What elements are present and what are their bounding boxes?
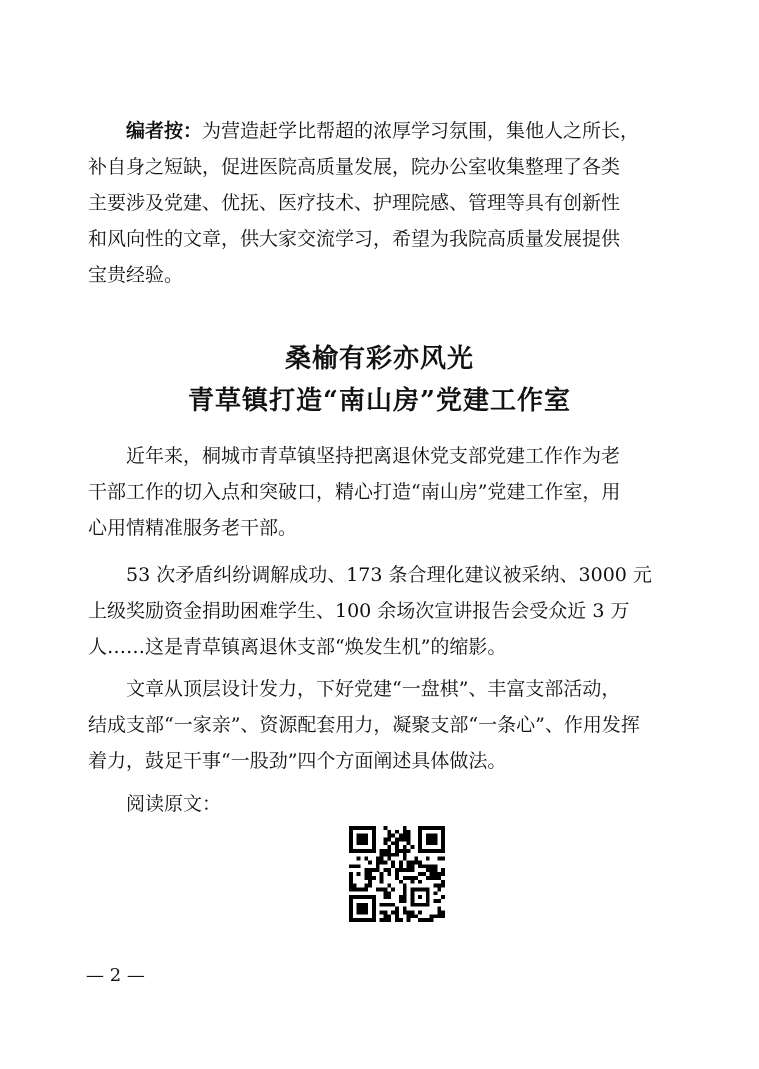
editor-note: [88, 113, 678, 293]
article-paragraph: [88, 438, 678, 546]
paragraph-line: 结成支部“一家亲”、资源配套用力，凝聚支部“一条心”、作用发挥: [88, 714, 640, 736]
paragraph-line: 文章从顶层设计发力，下好党建“一盘棋”、丰富支部活动，: [126, 678, 621, 700]
editor-note-line: 主要涉及党建、优抚、医疗技术、护理院感、管理等具有创新性: [88, 192, 621, 214]
editor-note-line: 为营造赶学比帮超的浓厚学习氛围，集他人之所长，: [202, 120, 640, 142]
editor-note-line: 宝贵经验。: [88, 264, 184, 286]
paragraph-line: 上级奖励资金捐助困难学生、100 余场次宣讲报告会受众近 3 万: [88, 600, 630, 622]
article-title-line2: 青草镇打造“南山房”党建工作室: [188, 386, 571, 416]
paragraph-line: 着力，鼓足干事“一股劲”四个方面阐述具体做法。: [88, 750, 507, 772]
paragraph-line: 近年来，桐城市青草镇坚持把离退休党支部党建工作作为老: [126, 445, 621, 467]
page-number: — 2 —: [86, 965, 145, 986]
read-original-label: 阅读原文：: [126, 793, 222, 815]
article-paragraph: [88, 557, 678, 665]
paragraph-line: 干部工作的切入点和突破口，精心打造“南山房”党建工作室，用: [88, 481, 621, 503]
editor-note-line: 补自身之短缺，促进医院高质量发展，院办公室收集整理了各类: [88, 156, 621, 178]
editor-note-line: 和风向性的文章，供大家交流学习，希望为我院高质量发展提供: [88, 228, 621, 250]
article-paragraph: [88, 671, 678, 779]
paragraph-line: 53 次矛盾纠纷调解成功、173 条合理化建议被采纳、3000 元: [126, 564, 652, 586]
qr-code-icon[interactable]: [349, 826, 445, 922]
paragraph-line: 心用情精准服务老干部。: [88, 517, 298, 539]
paragraph-line: 人……这是青草镇离退休支部“焕发生机”的缩影。: [88, 636, 507, 658]
read-original: [88, 786, 678, 822]
editor-note-label: 编者按：: [126, 120, 203, 142]
article-title-line1: 桑榆有彩亦风光: [284, 344, 474, 374]
